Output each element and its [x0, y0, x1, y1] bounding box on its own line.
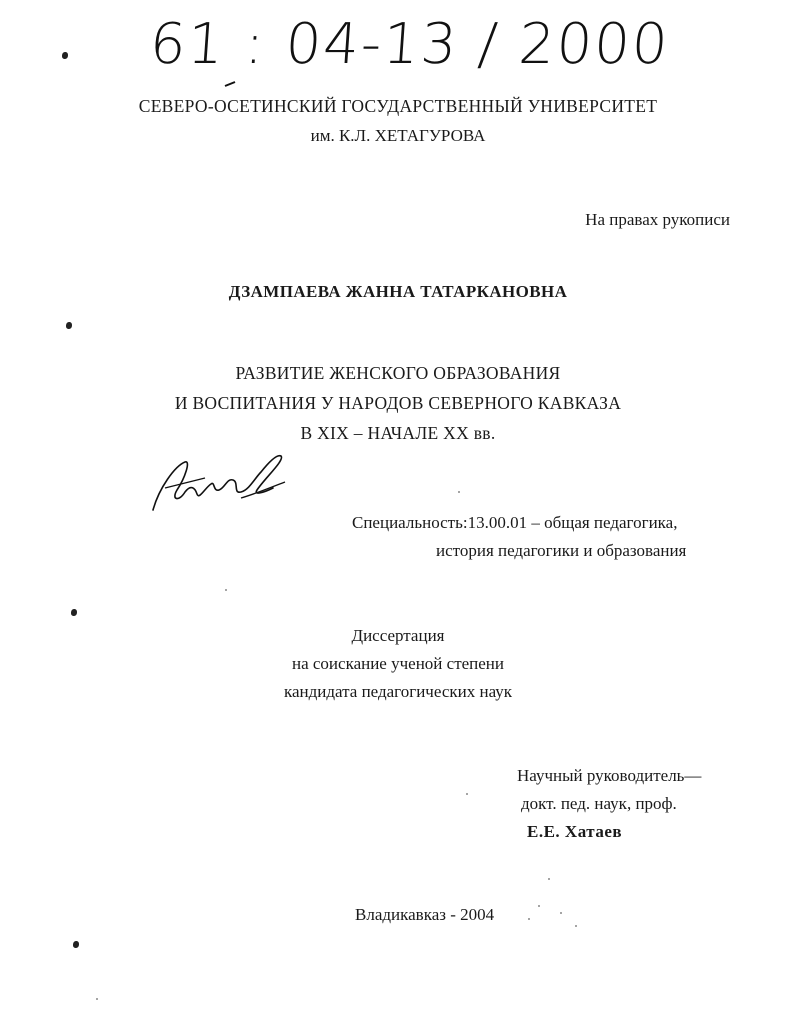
scan-speck	[575, 925, 577, 927]
scan-speck	[560, 912, 562, 914]
university-name: СЕВЕРО-ОСЕТИНСКИЙ ГОСУДАРСТВЕННЫЙ УНИВЕРСИТЕТ	[138, 96, 658, 116]
scan-speck	[225, 589, 227, 591]
degree-name: кандидата педагогических наук	[283, 682, 513, 701]
dissertation-label: Диссертация	[351, 626, 445, 645]
binder-hole-mark	[62, 52, 68, 59]
city-year: Владикавказ - 2004	[355, 905, 495, 924]
specialty-line-1: Специальность:13.00.01 – общая педагогика,	[352, 513, 678, 532]
scan-speck	[458, 491, 460, 493]
binder-hole-mark	[71, 609, 77, 616]
scan-speck	[96, 998, 98, 1000]
specialty-line-2: история педагогики и образования	[436, 541, 687, 560]
degree-purpose: на соискание ученой степени	[291, 654, 505, 673]
rights-note: На правах рукописи	[585, 210, 730, 229]
author-name: ДЗАМПАЕВА ЖАННА ТАТАРКАНОВНА	[228, 282, 568, 301]
title-line-3: В XIX – НАЧАЛЕ XX вв.	[300, 423, 496, 443]
binder-hole-mark	[73, 941, 79, 948]
author-signature	[145, 448, 295, 523]
supervisor-label: Научный руководитель—	[517, 766, 702, 785]
title-line-1: РАЗВИТИЕ ЖЕНСКОГО ОБРАЗОВАНИЯ	[235, 363, 561, 383]
binder-hole-mark	[66, 322, 72, 329]
handwritten-archive-code: 61 : 04-13 / 2000	[147, 12, 672, 77]
supervisor-degree: докт. пед. наук, проф.	[521, 794, 677, 813]
scan-speck	[548, 878, 550, 880]
university-patron: им. К.Л. ХЕТАГУРОВА	[310, 126, 486, 145]
scan-speck	[528, 918, 530, 920]
scan-speck	[466, 793, 468, 795]
title-line-2: И ВОСПИТАНИЯ У НАРОДОВ СЕВЕРНОГО КАВКАЗА	[174, 393, 622, 413]
supervisor-name: Е.Е. Хатаев	[527, 822, 623, 841]
scan-speck	[538, 905, 540, 907]
